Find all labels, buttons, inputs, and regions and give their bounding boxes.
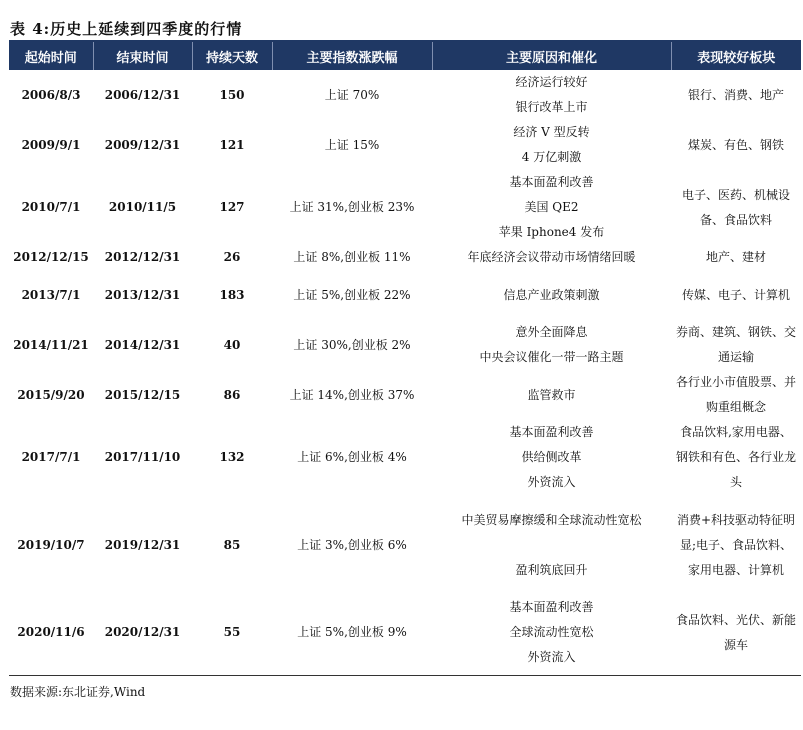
cell-days: 121 — [219, 137, 245, 152]
cell-sectors: 食品饮料,家用电器、钢铁和有色、各行业龙头 — [675, 425, 796, 489]
cell-sectors: 电子、医药、机械设备、食品饮料 — [681, 187, 790, 227]
cell-days: 86 — [223, 387, 241, 402]
table-row — [9, 370, 801, 420]
cell-sectors: 传媒、电子、计算机 — [681, 287, 790, 302]
cell-reasons — [432, 595, 671, 670]
header-reasons: 主要原因和催化 — [432, 42, 671, 70]
cell-change: 上证 8%,创业板 11% — [293, 250, 411, 264]
cell-change: 上证 6%,创业板 4% — [297, 450, 407, 464]
cell-sectors: 券商、建筑、钢铁、交通运输 — [675, 325, 796, 364]
cell-change: 上证 5%,创业板 22% — [293, 287, 411, 302]
cell-days: 150 — [219, 87, 245, 102]
cell-change: 上证 30%,创业板 2% — [293, 337, 411, 352]
cell-days: 132 — [219, 450, 245, 464]
cell-sectors: 食品饮料、光伏、新能源车 — [675, 612, 796, 652]
cell-start: 2013/7/1 — [21, 287, 81, 302]
cell-reasons — [432, 120, 671, 170]
cell-start: 2019/10/7 — [17, 537, 85, 552]
reason-line: 供给侧改革 — [521, 450, 582, 464]
reason-line: 外资流入 — [527, 650, 576, 664]
header-end: 结束时间 — [93, 42, 192, 70]
cell-sectors: 消费+科技驱动特征明显;电子、食品饮料、家用电器、计算机 — [676, 512, 796, 577]
cell-end: 2010/11/5 — [108, 200, 177, 214]
cell-start: 2006/8/3 — [21, 87, 81, 102]
market-table — [9, 42, 801, 670]
cell-change: 上证 3%,创业板 6% — [297, 537, 407, 552]
reason-line: 外资流入 — [527, 475, 576, 489]
cell-days: 183 — [219, 287, 245, 302]
cell-end: 2013/12/31 — [104, 287, 181, 302]
cell-sectors: 各行业小市值股票、并购重组概念 — [675, 375, 796, 414]
cell-change: 上证 70% — [324, 87, 380, 102]
cell-start: 2020/11/6 — [17, 625, 85, 639]
cell-end: 2012/12/31 — [104, 250, 181, 264]
reason-line: 苹果 Iphone4 发布 — [498, 225, 605, 239]
header-change: 主要指数涨跌幅 — [272, 42, 432, 70]
cell-change: 上证 15% — [324, 137, 380, 152]
cell-sectors: 地产、建材 — [705, 250, 766, 264]
reason-line: 监管救市 — [527, 387, 576, 402]
cell-sectors: 煤炭、有色、钢铁 — [687, 137, 784, 152]
cell-sectors: 银行、消费、地产 — [687, 87, 784, 102]
cell-end: 2020/12/31 — [104, 625, 181, 639]
reason-line: 信息产业政策刺激 — [503, 287, 600, 302]
cell-change: 上证 31%,创业板 23% — [289, 200, 415, 214]
cell-reasons — [432, 320, 671, 370]
reason-line: 中央会议催化一带一路主题 — [479, 350, 624, 364]
cell-reasons — [432, 270, 671, 320]
reason-line: 年底经济会议带动市场情绪回暖 — [467, 250, 636, 264]
cell-reasons — [432, 245, 671, 270]
cell-start: 2015/9/20 — [17, 387, 85, 402]
reason-line: 意外全面降息 — [515, 325, 588, 339]
cell-reasons — [432, 70, 671, 120]
reason-line — [434, 533, 669, 558]
cell-change: 上证 5%,创业板 9% — [297, 625, 407, 639]
header-start: 起始时间 — [9, 42, 93, 70]
table-row — [9, 245, 801, 270]
cell-end: 2006/12/31 — [104, 87, 181, 102]
table-row — [9, 270, 801, 320]
cell-end: 2009/12/31 — [104, 137, 181, 152]
cell-end: 2014/12/31 — [104, 337, 181, 352]
cell-reasons — [432, 370, 671, 420]
table-row — [9, 595, 801, 670]
table-row — [9, 70, 801, 120]
cell-reasons — [432, 420, 671, 495]
cell-start: 2017/7/1 — [21, 450, 81, 464]
table-row — [9, 320, 801, 370]
table-title: 表 4:历史上延续到四季度的行情 — [10, 20, 243, 38]
cell-start: 2010/7/1 — [21, 200, 81, 214]
table-row — [9, 170, 801, 245]
reason-line: 美国 QE2 — [524, 200, 579, 214]
header-sectors: 表现较好板块 — [671, 42, 801, 70]
table-row — [9, 495, 801, 595]
cell-days: 40 — [223, 337, 241, 352]
reason-line: 4 万亿刺激 — [521, 150, 582, 164]
reason-line: 经济运行较好 — [515, 75, 588, 89]
bottom-rule — [9, 675, 801, 676]
cell-start: 2014/11/21 — [13, 337, 89, 352]
cell-days: 26 — [223, 250, 241, 264]
cell-end: 2015/12/15 — [104, 387, 181, 402]
reason-line: 全球流动性宽松 — [509, 625, 594, 639]
reason-line: 盈利筑底回升 — [515, 562, 588, 577]
reason-line: 基本面盈利改善 — [509, 425, 594, 439]
source-note: 数据来源:东北证券,Wind — [10, 685, 146, 699]
reason-line: 基本面盈利改善 — [509, 175, 594, 189]
header-row — [9, 42, 801, 70]
cell-end: 2019/12/31 — [104, 537, 181, 552]
table-row — [9, 120, 801, 170]
reason-line: 基本面盈利改善 — [509, 600, 594, 614]
reason-line: 中美贸易摩擦缓和全球流动性宽松 — [461, 512, 642, 527]
cell-days: 85 — [223, 537, 241, 552]
cell-reasons — [432, 170, 671, 245]
reason-line: 经济 V 型反转 — [513, 125, 590, 139]
header-days: 持续天数 — [192, 42, 272, 70]
cell-change: 上证 14%,创业板 37% — [289, 387, 415, 402]
cell-end: 2017/11/10 — [104, 450, 181, 464]
table-row — [9, 420, 801, 495]
cell-start: 2012/12/15 — [13, 250, 89, 264]
reason-line: 银行改革上市 — [515, 100, 588, 114]
cell-start: 2009/9/1 — [21, 137, 81, 152]
cell-days: 55 — [223, 625, 241, 639]
table-body — [9, 70, 801, 670]
cell-reasons — [432, 495, 671, 595]
cell-days: 127 — [219, 200, 245, 214]
